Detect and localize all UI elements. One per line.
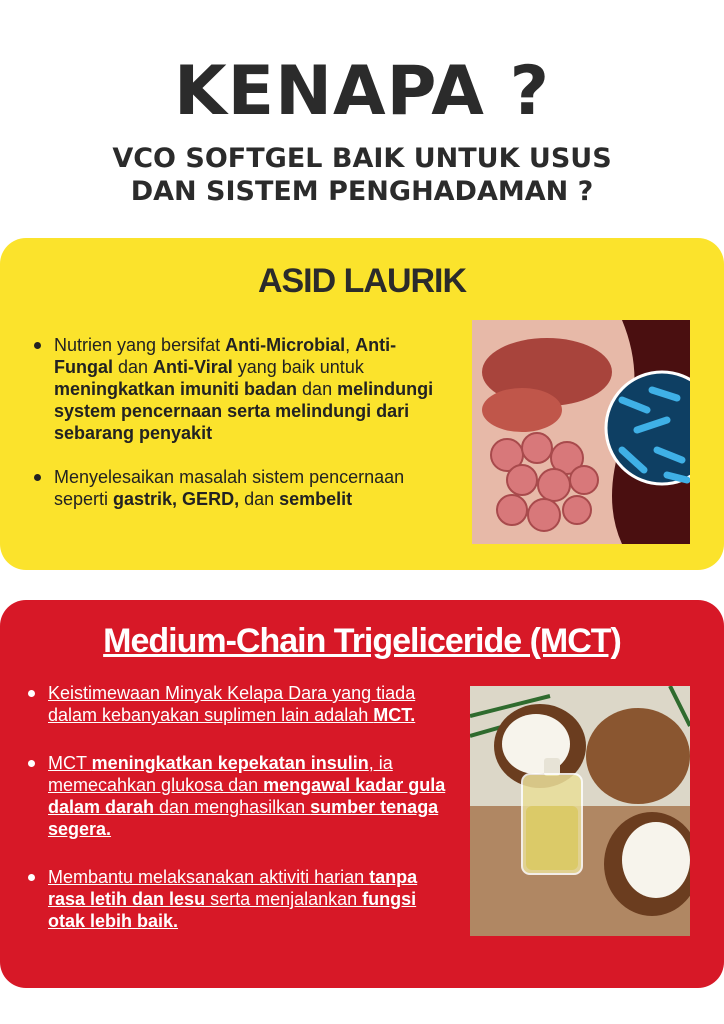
page-title: KENAPA ? [173,52,551,131]
asid-laurik-bullets [32,334,452,532]
text-run: dan [113,357,154,377]
bold-text: fungsi otak lebih baik. [48,889,417,931]
text-run: Membantu melaksanakan aktiviti harian [48,867,370,887]
bullet-dot-icon [34,474,41,481]
bullet-dot-icon [28,874,35,881]
text-run: Nutrien yang bersifat [54,335,226,355]
subtitle-line-2: DAN SISTEM PENGHADAMAN ? [130,176,594,207]
bullet-item [26,866,456,932]
mct-title: Medium-Chain Trigeliceride (MCT) [103,622,621,660]
bullet-dot-icon [28,690,35,697]
bold-text: sembelit [279,489,353,509]
subtitle-line-1: VCO SOFTGEL BAIK UNTUK USUS [112,143,612,174]
bullet-item [32,466,452,510]
text-run: yang baik untuk [232,357,364,377]
bold-text: mengawal kadar gula dalam darah [48,775,446,817]
bullet-dot-icon [28,760,35,767]
bold-text: gastrik, GERD, [113,489,240,509]
bold-text: meningkatkan imuniti badan [54,379,298,399]
bullet-item [26,752,456,840]
bold-text: Anti-Viral [153,357,233,377]
bullet-item [26,682,456,726]
text-run: Keistimewaan Minyak Kelapa Dara yang tiada dalam kebanyakan suplimen lain adalah [48,683,416,725]
digestive-system-image [472,320,690,544]
text-run: MCT [48,753,92,773]
coconut-oil-image [470,686,690,936]
bold-text: tanpa rasa letih dan lesu [48,867,418,909]
bold-text: meningkatkan kepekatan insulin [91,753,369,773]
asid-laurik-card [0,238,724,570]
text-run: Menyelesaikan masalah sistem pencernaan seperti [54,467,405,509]
page-subtitle [0,142,724,208]
text-run: , ia memecahkan glukosa dan [48,753,393,795]
bullet-dot-icon [34,342,41,349]
text-run: dan [239,489,280,509]
bullet-item [32,334,452,444]
text-run: dan menghasilkan [154,797,311,817]
mct-card [0,600,724,988]
bold-text: Anti-Microbial [225,335,346,355]
bold-text: melindungi system pencernaan serta melindungi dari sebarang penyakit [54,379,434,443]
bold-text: sumber tenaga segera. [48,797,439,839]
bold-text: MCT. [373,705,416,725]
asid-laurik-title: ASID LAURIK [257,262,467,300]
text-run: serta menjalankan [205,889,363,909]
text-run: , [345,335,356,355]
bold-text: Anti-Fungal [54,335,397,377]
text-run: dan [297,379,338,399]
mct-bullets [26,682,456,958]
